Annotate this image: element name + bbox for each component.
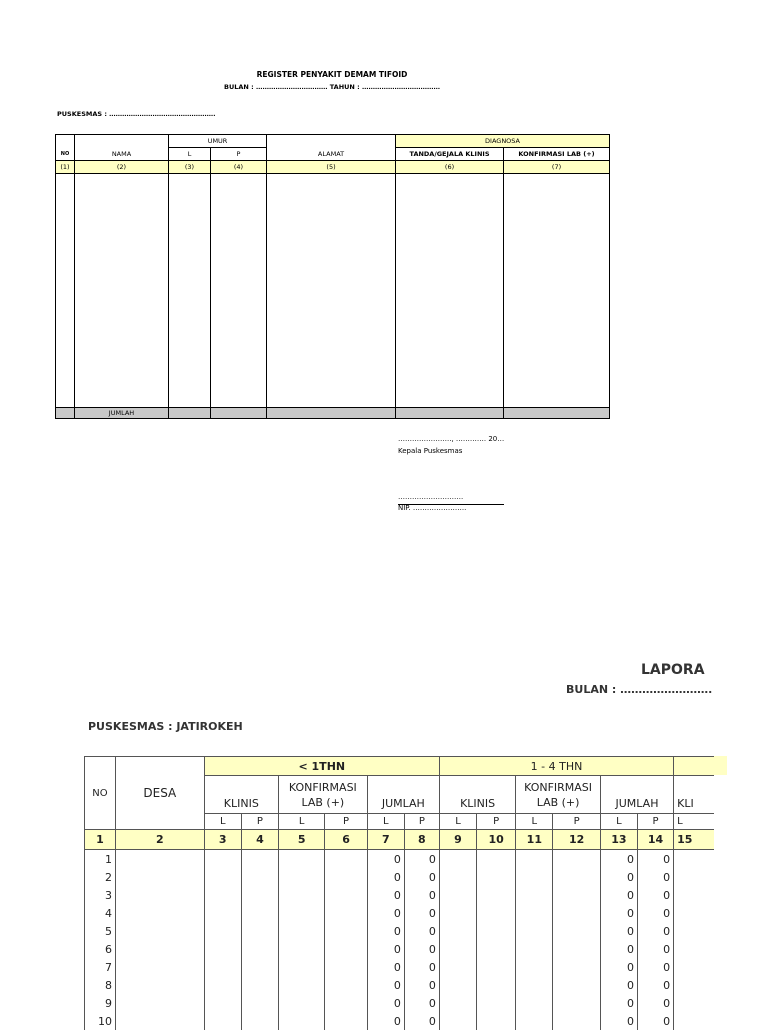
register-period: BULAN : …………………………… TAHUN : ……………………………… [0, 83, 664, 91]
empty-cell[interactable] [516, 958, 553, 976]
empty-cell[interactable] [439, 940, 476, 958]
jumlah-p-value: 0 [638, 868, 674, 886]
empty-cell[interactable] [204, 958, 241, 976]
jumlah-p-value: 0 [404, 976, 439, 994]
register-jumlah-row [56, 408, 610, 419]
empty-cell[interactable] [204, 886, 241, 904]
empty-cell[interactable] [516, 850, 553, 869]
register-puskesmas: PUSKESMAS : …………………………………………. [57, 110, 216, 118]
empty-cell[interactable] [477, 976, 516, 994]
empty-cell[interactable] [278, 958, 324, 976]
header-l: L [516, 814, 553, 830]
register-table [55, 134, 610, 419]
empty-cell[interactable] [439, 958, 476, 976]
jumlah-p-value: 0 [638, 958, 674, 976]
col-num: 5 [278, 830, 324, 850]
empty-cell[interactable] [325, 1012, 367, 1030]
header-p: P [241, 814, 278, 830]
col-num: 1 [85, 830, 116, 850]
empty-cell[interactable] [674, 904, 714, 922]
col-num: (4) [211, 161, 267, 174]
jumlah-l-value: 0 [367, 904, 404, 922]
empty-cell[interactable] [553, 922, 600, 940]
header-alamat: ALAMAT [267, 135, 396, 161]
table-row [85, 850, 715, 869]
empty-cell[interactable] [204, 940, 241, 958]
header-konfirmasi: KONFIRMASI LAB (+) [278, 776, 367, 814]
empty-cell[interactable] [516, 886, 553, 904]
empty-cell[interactable] [396, 174, 504, 408]
row-no: 10 [85, 1012, 116, 1030]
header-p: P [477, 814, 516, 830]
header-no: NO [56, 135, 75, 161]
empty-cell[interactable] [477, 886, 516, 904]
desa-cell[interactable] [115, 850, 204, 869]
col-num: 15 [674, 830, 714, 850]
empty-cell[interactable] [278, 1012, 324, 1030]
col-num: (5) [267, 161, 396, 174]
table-row [85, 922, 715, 940]
empty-cell[interactable] [278, 994, 324, 1012]
register-title: REGISTER PENYAKIT DEMAM TIFOID [0, 70, 664, 79]
empty-cell[interactable] [553, 1012, 600, 1030]
jumlah-l-value: 0 [600, 868, 637, 886]
header-l: L [439, 814, 476, 830]
jumlah-l-value: 0 [367, 868, 404, 886]
header-klinis: KLINIS [439, 776, 515, 814]
header-l: L [600, 814, 637, 830]
jumlah-p-value: 0 [404, 1012, 439, 1030]
empty-cell[interactable] [439, 904, 476, 922]
jumlah-l-value: 0 [367, 1012, 404, 1030]
empty-cell[interactable] [241, 904, 278, 922]
jumlah-p-value: 0 [638, 976, 674, 994]
table-row [85, 994, 715, 1012]
empty-cell[interactable] [278, 922, 324, 940]
jumlah-l-value: 0 [600, 886, 637, 904]
empty-cell[interactable] [553, 976, 600, 994]
col-num: 3 [204, 830, 241, 850]
jumlah-p-value: 0 [638, 922, 674, 940]
empty-cell[interactable] [674, 1012, 714, 1030]
col-num: (6) [396, 161, 504, 174]
header-konfirmasi: KONFIRMASI LAB (+) [516, 776, 601, 814]
register-body [56, 174, 610, 408]
col-num: 4 [241, 830, 278, 850]
empty-cell[interactable] [204, 994, 241, 1012]
table-row [85, 868, 715, 886]
empty-cell[interactable] [439, 994, 476, 1012]
row-no: 6 [85, 940, 116, 958]
jumlah-l-value: 0 [367, 886, 404, 904]
header-age-1-4: 1 - 4 THN [439, 757, 673, 776]
jumlah-l-value: 0 [367, 976, 404, 994]
jumlah-l-value: 0 [600, 958, 637, 976]
empty-cell[interactable] [553, 940, 600, 958]
laporan-body [85, 850, 715, 1030]
empty-cell[interactable] [204, 850, 241, 869]
empty-cell[interactable] [278, 850, 324, 869]
empty-cell[interactable] [477, 940, 516, 958]
empty-cell[interactable] [325, 958, 367, 976]
desa-cell[interactable] [115, 868, 204, 886]
jumlah-p-value: 0 [404, 958, 439, 976]
jumlah-l-value: 0 [600, 994, 637, 1012]
table-row [85, 1012, 715, 1030]
col-num: 2 [115, 830, 204, 850]
laporan-column-numbers [85, 830, 715, 850]
empty-cell[interactable] [439, 976, 476, 994]
jumlah-p-value: 0 [638, 994, 674, 1012]
header-umur-l: L [169, 148, 211, 161]
empty-cell[interactable] [325, 922, 367, 940]
header-no: NO [85, 757, 116, 830]
header-next-age [674, 757, 714, 776]
empty-cell[interactable] [477, 904, 516, 922]
empty-cell[interactable] [439, 922, 476, 940]
empty-cell[interactable] [325, 994, 367, 1012]
empty-cell[interactable] [278, 976, 324, 994]
jumlah-l-value: 0 [600, 850, 637, 869]
empty-cell[interactable] [553, 886, 600, 904]
col-num: 14 [638, 830, 674, 850]
empty-cell[interactable] [516, 994, 553, 1012]
jumlah-l-value: 0 [367, 850, 404, 869]
row-no: 4 [85, 904, 116, 922]
header-desa: DESA [115, 757, 204, 830]
empty-cell[interactable] [674, 994, 714, 1012]
col-num: (3) [169, 161, 211, 174]
table-row [85, 976, 715, 994]
empty-cell[interactable] [516, 976, 553, 994]
empty-cell[interactable] [204, 868, 241, 886]
empty-cell[interactable] [241, 976, 278, 994]
row-no: 5 [85, 922, 116, 940]
col-num: 9 [439, 830, 476, 850]
table-row [85, 958, 715, 976]
empty-cell[interactable] [241, 922, 278, 940]
signature-place-date: ………………….., …………. 20… [398, 435, 504, 443]
empty-cell[interactable] [241, 994, 278, 1012]
jumlah-label: JUMLAH [75, 408, 169, 419]
empty-cell[interactable] [204, 904, 241, 922]
header-diagnosa: DIAGNOSA [396, 135, 610, 148]
jumlah-p-value: 0 [638, 904, 674, 922]
jumlah-p-value: 0 [404, 940, 439, 958]
empty-cell[interactable] [477, 1012, 516, 1030]
empty-cell[interactable] [516, 904, 553, 922]
jumlah-p-value: 0 [404, 850, 439, 869]
col-num: (1) [56, 161, 75, 174]
empty-cell[interactable] [211, 174, 267, 408]
jumlah-p-value: 0 [638, 850, 674, 869]
desa-cell[interactable] [115, 886, 204, 904]
empty-cell[interactable] [325, 940, 367, 958]
jumlah-p-value: 0 [404, 904, 439, 922]
empty-cell[interactable] [56, 174, 75, 408]
empty-cell[interactable] [325, 976, 367, 994]
jumlah-l-value: 0 [600, 904, 637, 922]
jumlah-p-value: 0 [404, 922, 439, 940]
desa-cell[interactable] [115, 1012, 204, 1030]
empty-cell[interactable] [516, 868, 553, 886]
col-num: (2) [75, 161, 169, 174]
header-p: P [404, 814, 439, 830]
empty-cell[interactable] [674, 940, 714, 958]
jumlah-p-value: 0 [638, 886, 674, 904]
signature-role: Kepala Puskesmas [398, 447, 462, 455]
jumlah-p-value: 0 [638, 1012, 674, 1030]
empty-cell[interactable] [674, 886, 714, 904]
laporan-puskesmas: PUSKESMAS : JATIROKEH [88, 720, 243, 733]
empty-cell[interactable] [439, 886, 476, 904]
desa-cell[interactable] [115, 922, 204, 940]
empty-cell[interactable] [325, 904, 367, 922]
empty-cell[interactable] [204, 1012, 241, 1030]
empty-cell[interactable] [325, 886, 367, 904]
col-num: 12 [553, 830, 600, 850]
header-klinis: KLINIS [204, 776, 278, 814]
desa-cell[interactable] [115, 904, 204, 922]
desa-cell[interactable] [115, 958, 204, 976]
table-row [85, 940, 715, 958]
desa-cell[interactable] [115, 976, 204, 994]
header-p: P [325, 814, 367, 830]
empty-cell[interactable] [553, 868, 600, 886]
empty-cell[interactable] [674, 976, 714, 994]
row-no: 3 [85, 886, 116, 904]
empty-cell[interactable] [325, 850, 367, 869]
col-num: 8 [404, 830, 439, 850]
empty-cell[interactable] [504, 174, 610, 408]
empty-cell[interactable] [477, 994, 516, 1012]
header-l: L [278, 814, 324, 830]
row-no: 1 [85, 850, 116, 869]
header-l: L [674, 814, 714, 830]
col-num: 7 [367, 830, 404, 850]
empty-cell[interactable] [204, 976, 241, 994]
table-row [85, 886, 715, 904]
empty-cell[interactable] [241, 1012, 278, 1030]
empty-cell[interactable] [241, 958, 278, 976]
empty-cell[interactable] [204, 922, 241, 940]
col-num: 13 [600, 830, 637, 850]
empty-cell[interactable] [674, 868, 714, 886]
signature-nip: NIP. ………………….. [398, 504, 466, 512]
empty-cell[interactable] [477, 958, 516, 976]
empty-cell[interactable] [241, 886, 278, 904]
empty-cell[interactable] [477, 850, 516, 869]
col-num: 6 [325, 830, 367, 850]
header-p: P [638, 814, 674, 830]
empty-cell[interactable] [267, 174, 396, 408]
empty-cell[interactable] [553, 904, 600, 922]
jumlah-p-value: 0 [638, 940, 674, 958]
header-tanda-gejala: TANDA/GEJALA KLINIS [396, 148, 504, 161]
header-jumlah: JUMLAH [600, 776, 673, 814]
row-no: 9 [85, 994, 116, 1012]
jumlah-p-value: 0 [404, 994, 439, 1012]
row-no: 2 [85, 868, 116, 886]
empty-cell[interactable] [674, 958, 714, 976]
empty-cell[interactable] [516, 922, 553, 940]
empty-cell[interactable] [553, 994, 600, 1012]
header-p: P [553, 814, 600, 830]
header-umur-p: P [211, 148, 267, 161]
jumlah-l-value: 0 [367, 958, 404, 976]
row-no: 7 [85, 958, 116, 976]
empty-cell[interactable] [278, 886, 324, 904]
empty-cell[interactable] [674, 850, 714, 869]
empty-cell[interactable] [241, 940, 278, 958]
empty-cell[interactable] [241, 868, 278, 886]
jumlah-p-value: 0 [404, 886, 439, 904]
jumlah-l-value: 0 [600, 1012, 637, 1030]
empty-cell[interactable] [553, 850, 600, 869]
empty-cell[interactable] [674, 922, 714, 940]
empty-cell[interactable] [169, 174, 211, 408]
empty-cell[interactable] [477, 868, 516, 886]
header-nama: NAMA [75, 135, 169, 161]
table-row [85, 904, 715, 922]
empty-cell[interactable] [241, 850, 278, 869]
row-no: 8 [85, 976, 116, 994]
jumlah-l-value: 0 [600, 940, 637, 958]
col-num: 11 [516, 830, 553, 850]
laporan-table-viewport [0, 740, 691, 1024]
laporan-bulan: BULAN : ……………………. [566, 683, 712, 696]
col-num: (7) [504, 161, 610, 174]
desa-cell[interactable] [115, 994, 204, 1012]
header-klinis-partial: KLI [674, 776, 714, 814]
header-umur: UMUR [169, 135, 267, 148]
empty-cell[interactable] [516, 940, 553, 958]
laporan-table [84, 756, 714, 1030]
col-num: 10 [477, 830, 516, 850]
empty-cell[interactable] [278, 868, 324, 886]
header-l: L [367, 814, 404, 830]
header-l: L [204, 814, 241, 830]
header-jumlah: JUMLAH [367, 776, 439, 814]
header-age-under-1: < 1THN [204, 757, 439, 776]
empty-cell[interactable] [278, 940, 324, 958]
jumlah-l-value: 0 [367, 922, 404, 940]
empty-cell[interactable] [439, 850, 476, 869]
empty-cell[interactable] [75, 174, 169, 408]
empty-cell[interactable] [278, 904, 324, 922]
jumlah-l-value: 0 [367, 940, 404, 958]
laporan-title: LAPORA [641, 662, 705, 678]
empty-cell[interactable] [325, 868, 367, 886]
desa-cell[interactable] [115, 940, 204, 958]
signature-name: ………………………. [398, 493, 463, 501]
header-konfirmasi-lab: KONFIRMASI LAB (+) [504, 148, 610, 161]
jumlah-l-value: 0 [600, 976, 637, 994]
empty-cell[interactable] [439, 1012, 476, 1030]
jumlah-l-value: 0 [600, 922, 637, 940]
empty-cell[interactable] [477, 922, 516, 940]
empty-cell[interactable] [516, 1012, 553, 1030]
empty-cell[interactable] [439, 868, 476, 886]
jumlah-l-value: 0 [367, 994, 404, 1012]
jumlah-p-value: 0 [404, 868, 439, 886]
register-column-numbers [56, 161, 610, 174]
empty-cell[interactable] [553, 958, 600, 976]
